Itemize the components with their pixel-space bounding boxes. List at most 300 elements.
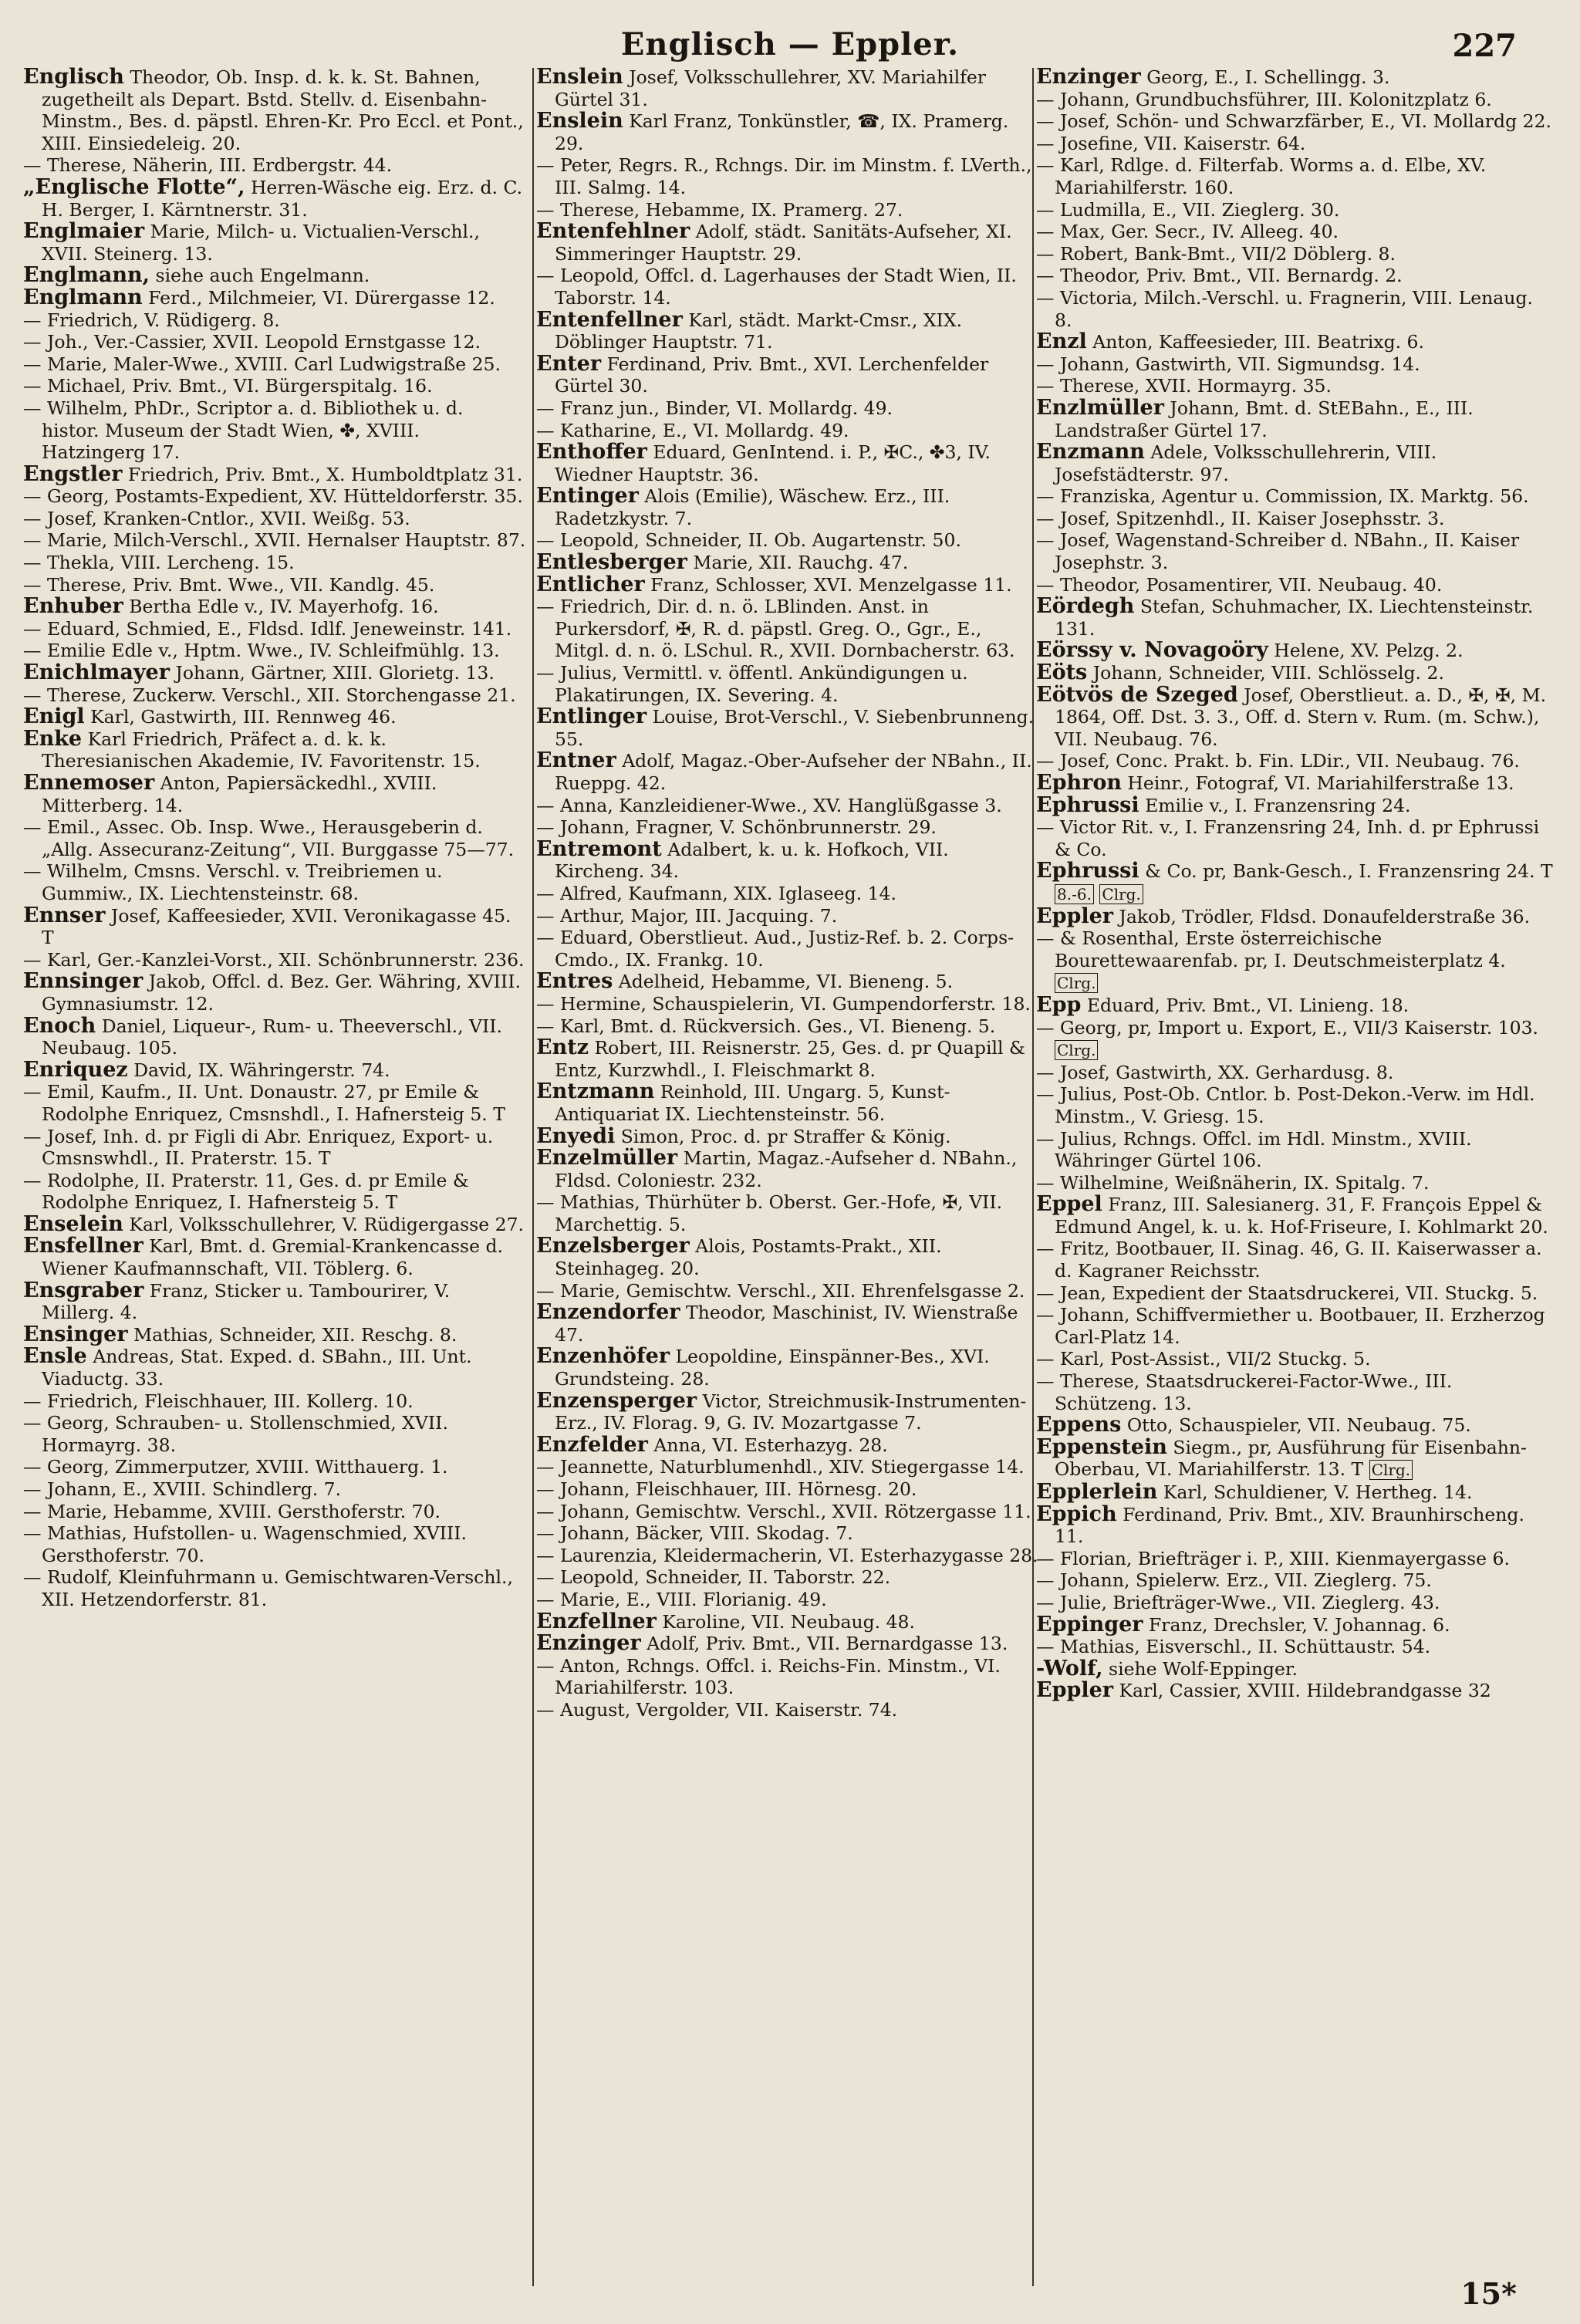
entry-text: — Thekla, VIII. Lercheng. 15. [23,552,295,574]
entry-surname: Entlinger [536,706,647,729]
entry-surname: Enzfellner [536,1610,657,1633]
entry-surname: Entenfellner [536,309,683,332]
entry-text: Stefan, Schuhmacher, IX. Liechtensteinstr. 131. [1055,596,1534,640]
directory-entry [536,574,1039,596]
directory-entry [1036,1238,1553,1282]
entry-text: — Victoria, Milch.-Verschl. u. Fragnerin, VIII. Lenaug. 8. [1036,286,1533,331]
entry-text: — Marie, Maler-Wwe., XVIII. Carl Ludwigstraße 25. [23,353,501,375]
entry-surname: „Englische Flotte“, [23,176,245,199]
entry-text: — Anton, Rchngs. Offcl. i. Reichs-Fin. Minstm., VI. Mariahilferstr. 103. [536,1654,1001,1699]
entry-text: — Josef, Kranken-Cntlor., XVII. Weißg. 53. [23,507,410,529]
entry-surname: Enriquez [23,1059,128,1082]
entry-text: — Hermine, Schauspielerin, VI. Gumpendorferstr. 18. [536,992,1031,1015]
entry-text: — Johann, Bäcker, VIII. Skodag. 7. [536,1522,853,1545]
directory-entry [1036,1548,1553,1570]
entry-surname: Eötvös de Szeged [1036,684,1238,707]
directory-entry [1036,529,1553,573]
entry-surname: Ensfellner [23,1235,143,1258]
entry-surname: Ensinger [23,1323,128,1346]
directory-entry [536,1478,1039,1501]
entry-text: — Josef, Spitzenhdl., II. Kaiser Josephsstr. 3. [1036,507,1445,529]
entry-surname: Enslein [536,66,623,89]
entry-text: — Robert, Bank-Bmt., VII/2 Döblerg. 8. [1036,242,1396,265]
entry-text: Josef, Kaffeesieder, XVII. Veronikagasse 45. T [42,904,511,949]
directory-entry [536,1390,1039,1434]
entry-surname: Enzlmüller [1036,397,1164,420]
directory-entry [536,1566,1039,1589]
entry-text: Eduard, Priv. Bmt., VI. Linieng. 18. [1081,994,1410,1016]
entry-text: Ferdinand, Priv. Bmt., XIV. Braunhirscheng. 11. [1055,1503,1524,1548]
directory-entry [1036,110,1553,133]
entry-surname: Enzensperger [536,1390,697,1413]
entry-text: Franz, Drechsler, V. Johannag. 6. [1143,1613,1450,1636]
directory-entry [23,552,526,574]
directory-entry [536,883,1039,905]
directory-entry [536,1611,1039,1633]
entry-mark: Clrg. [1099,884,1143,904]
directory-entry [536,1126,1039,1148]
entry-text: Franz, Sticker u. Tambourirer, V. Millerg. 4. [42,1279,451,1324]
entry-text: — Rudolf, Kleinfuhrmann u. Gemischtwaren-Verschl., XII. Hetzendorferstr. 81. [23,1566,513,1610]
directory-entry [536,1589,1039,1611]
entry-surname: Entres [536,971,613,993]
entry-surname: Enzelmüller [536,1147,678,1170]
entry-text: Emilie v., I. Franzensring 24. [1139,794,1411,816]
directory-entry [1036,1128,1553,1172]
entry-text: — Josef, Gastwirth, XX. Gerhardusg. 8. [1036,1061,1394,1083]
entry-surname: Entzmann [536,1081,655,1104]
entry-surname: Englmaier [23,221,145,244]
entry-surname: Enzinger [1036,66,1141,89]
directory-entry [1036,221,1553,243]
directory-entry [23,1412,526,1456]
entry-surname: Entremont [536,838,662,861]
directory-entry [536,353,1039,397]
entry-surname: Enigl [23,706,85,728]
entry-surname: Enthoffer [536,441,647,464]
directory-entry [1036,331,1553,353]
entry-text: — Florian, Briefträger i. P., XIII. Kienmayergasse 6. [1036,1547,1510,1569]
directory-entry [536,1456,1039,1478]
directory-entry [1036,1636,1553,1658]
directory-entry [536,839,1039,883]
directory-entry [536,1633,1039,1655]
directory-entry [536,397,1039,420]
directory-entry [536,199,1039,221]
entry-surname: Enoch [23,1015,96,1038]
directory-entry [536,1147,1039,1191]
entry-text: — Josef, Schön- und Schwarzfärber, E., VI. Mollardg 22. [1036,110,1551,133]
entry-surname: Engstler [23,463,123,486]
entry-text: Georg, E., I. Schellingg. 3. [1140,66,1390,88]
entry-surname: Englmann, [23,265,150,287]
entry-text: — Peter, Regrs. R., Rchngs. Dir. im Minstm. f. LVerth., III. Salmg. 14. [536,154,1032,198]
entry-text: Bertha Edle v., IV. Mayerhofg. 16. [123,596,439,618]
entry-text: Karl Friedrich, Präfect a. d. k. k. Theresianischen Akademie, IV. Favoritenstr. 15. [42,728,481,772]
directory-entry [1036,1437,1553,1481]
entry-text: Karl, Gastwirth, III. Rennweg 46. [84,706,397,728]
entry-text: Anna, VI. Esterhazyg. 28. [647,1434,888,1456]
directory-entry [1036,375,1553,397]
directory-entry [536,795,1039,817]
entry-surname: Enzinger [536,1633,641,1655]
directory-entry [536,1346,1039,1390]
entry-text: — Ludmilla, E., VII. Zieglerg. 30. [1036,198,1340,221]
directory-entry [23,684,526,707]
directory-entry [536,1235,1039,1279]
entry-surname: Entner [536,750,616,773]
entry-surname: Epplerlein [1036,1481,1158,1504]
entry-text: — Max, Ger. Secr., IV. Alleeg. 40. [1036,221,1339,243]
directory-entry [1036,1062,1553,1084]
page-title: Englisch — Eppler. [620,26,960,62]
entry-text: Heinr., Fotograf, VI. Mariahilferstraße 13. [1121,772,1514,794]
entry-text: Josef, Volksschullehrer, XV. Mariahilfer Gürtel 31. [555,66,986,110]
entry-text: — Georg, Postamts-Expedient, XV. Hütteldorferstr. 35. [23,485,523,508]
directory-entry [536,1545,1039,1567]
directory-entry [536,1015,1039,1038]
entry-surname: Eppler [1036,905,1113,928]
directory-entry [1036,353,1553,376]
directory-entry [23,728,526,772]
column-3 [1036,66,1553,1702]
directory-entry [1036,1680,1553,1702]
entry-text: Andreas, Stat. Exped. d. SBahn., III. Unt. Viaductg. 33. [42,1346,472,1390]
entry-text: — Theodor, Priv. Bmt., VII. Bernardg. 2. [1036,265,1403,287]
directory-entry [1036,133,1553,155]
entry-text: Theodor, Maschinist, IV. Wienstraße 47. [555,1302,1018,1346]
entry-mark: Clrg. [1055,973,1098,993]
entry-text: — Marie, Milch-Verschl., XVII. Hernalser Hauptstr. 87. [23,529,526,552]
entry-text: Josef, Oberstlieut. a. D., ✠, ✠, M. 1864, Off. Dst. 3. 3., Off. d. Stern v. Rum. (m. Schw.), VII. Neubaug. 76. [1055,684,1547,750]
entry-surname: Enzelsberger [536,1235,690,1258]
directory-entry [1036,1414,1553,1437]
directory-entry [1036,772,1553,795]
directory-entry [536,1655,1039,1699]
entry-text: Karl, Schuldiener, V. Hertheg. 14. [1157,1481,1473,1503]
entry-text: — Alfred, Kaufmann, XIX. Iglaseeg. 14. [536,882,896,904]
entry-text: — Leopold, Schneider, II. Ob. Augartenstr. 50. [536,529,961,552]
directory-entry [1036,508,1553,530]
entry-text: — Johann, Fleischhauer, III. Hörnesg. 20. [536,1478,917,1500]
entry-surname: Enyedi [536,1125,616,1148]
entry-text: — Therese, XVII. Hormayrg. 35. [1036,375,1332,397]
entry-surname: Eördegh [1036,596,1135,619]
entry-surname: Ennser [23,904,106,927]
directory-entry [23,596,526,618]
directory-entry [23,265,526,287]
entry-text: — Therese, Hebamme, IX. Pramerg. 27. [536,198,903,221]
entry-text: — Wilhelmine, Weißnäherin, IX. Spitalg. 7. [1036,1171,1430,1194]
entry-text: Adelheid, Hebamme, VI. Bieneng. 5. [613,971,954,993]
entry-text: Reinhold, III. Ungarg. 5, Kunst-Antiquariat IX. Liechtensteinstr. 56. [555,1081,950,1125]
entry-text: — Johann, Gastwirth, VII. Sigmundsg. 14. [1036,353,1420,375]
entry-text: Louise, Brot-Verschl., V. Siebenbrunneng. 55. [555,706,1035,750]
directory-entry [1036,1194,1553,1238]
entry-text: Ferdinand, Priv. Bmt., XVI. Lerchenfelder Gürtel 30. [555,353,989,397]
entry-text: — Therese, Zuckerw. Verschl., XII. Storchengasse 21. [23,684,516,706]
entry-text: — Friedrich, Fleischhauer, III. Kollerg. 10. [23,1390,414,1412]
entry-text: — Anna, Kanzleidiener-Wwe., XV. Hanglüßgasse 3. [536,794,1002,816]
entry-text: — Wilhelm, Cmsns. Verschl. v. Treibriemen u. Gummiw., IX. Liechtensteinstr. 68. [23,860,443,904]
entry-text: Herren-Wäsche eig. Erz. d. C. H. Berger, I. Kärntnerstr. 31. [42,176,523,221]
entry-text: Karl, Bmt. d. Gremial-Krankencasse d. Wiener Kaufmannschaft, VII. Töblerg. 6. [42,1235,503,1280]
entry-text: — Theodor, Posamentirer, VII. Neubaug. 40. [1036,573,1443,596]
entry-text: Marie, Milch- u. Victualien-Verschl., XVII. Steinerg. 13. [42,221,480,265]
entry-surname: Entenfehlner [536,221,690,244]
directory-entry [1036,684,1553,751]
directory-entry [536,1081,1039,1125]
column-1 [23,66,526,1611]
entry-text: Eduard, GenIntend. i. P., ✠C., ✤3, IV. Wiedner Hauptstr. 36. [555,441,991,485]
directory-entry [23,662,526,684]
entry-text: Ferd., Milchmeier, VI. Dürergasse 12. [142,286,495,309]
entry-text: Franz, Schlosser, XVI. Menzelgasse 11. [644,573,1012,596]
entry-text: — Georg, pr, Import u. Export, E., VII/3 Kaiserstr. 103. [1036,1016,1538,1039]
directory-entry [23,309,526,332]
entry-mark: Clrg. [1369,1460,1413,1480]
entry-text: — Joh., Ver.-Cassier, XVII. Leopold Ernstgasse 12. [23,331,481,353]
entry-text: Theodor, Ob. Insp. d. k. k. St. Bahnen, zugetheilt als Depart. Bstd. Stellv. d. Eisenbahn-Minstm., Bes. d. päpstl. Ehren-Kr. Pro Eccl. et Pont., XIII. Einsiedeleig. 20. [42,66,524,154]
directory-entry [1036,397,1553,441]
entry-text: Adele, Volksschullehrerin, VIII. Josefstädterstr. 97. [1055,441,1437,485]
entry-surname: Ennemoser [23,772,155,795]
entry-text: — Karl, Bmt. d. Rückversich. Ges., VI. Bieneng. 5. [536,1015,996,1037]
entry-surname: Enzfelder [536,1434,648,1457]
entry-mark: 8.-6. [1055,884,1094,904]
entry-surname: Enzendorfer [536,1302,680,1325]
entry-surname: Eppinger [1036,1613,1143,1637]
entry-text: Mathias, Schneider, XII. Reschg. 8. [127,1323,457,1346]
entry-surname: Entz [536,1037,589,1060]
directory-entry [1036,1481,1553,1504]
directory-entry [1036,1504,1553,1548]
entry-surname: Englisch [23,66,124,89]
entry-text: — Eduard, Schmied, E., Fldsd. Idlf. Jeneweinstr. 141. [23,617,512,640]
entry-text: — Johann, Grundbuchsführer, III. Kolonitzplatz 6. [1036,88,1492,110]
entry-text: — Mathias, Hufstollen- u. Wagenschmied, XVIII. Gersthoferstr. 70. [23,1522,467,1566]
directory-entry [23,1126,526,1170]
directory-entry [1036,906,1553,928]
directory-entry [23,66,526,154]
entry-surname: Englmann [23,286,143,309]
entry-text: Franz, III. Salesianerg. 31, F. François Eppel & Edmund Angel, k. u. k. Hof-Friseure, I. Kohlmarkt 20. [1055,1194,1548,1238]
entry-text: & Co. pr, Bank-Gesch., I. Franzensring 24. T [1139,860,1553,883]
directory-entry [536,596,1039,662]
directory-entry [23,1280,526,1324]
directory-entry [23,618,526,640]
directory-entry [1036,243,1553,265]
directory-entry [1036,927,1553,995]
directory-entry [536,309,1039,353]
directory-entry [23,397,526,464]
directory-entry [1036,441,1553,485]
entry-text: — Laurenzia, Kleidermacherin, VI. Esterhazygasse 28. [536,1544,1038,1566]
directory-entry [536,154,1039,198]
directory-entry [1036,1614,1553,1637]
entry-text: — August, Vergolder, VII. Kaiserstr. 74. [536,1698,898,1721]
entry-text: Adolf, städt. Sanitäts-Aufseher, XI. Simmeringer Hauptstr. 29. [555,221,1012,265]
entry-text: Victor, Streichmusik-Instrumenten-Erz., IV. Florag. 9, G. IV. Mozartgasse 7. [555,1390,1027,1434]
entry-text: — Julius, Vermittl. v. öffentl. Ankündigungen u. Plakatirungen, IX. Severing. 4. [536,662,968,706]
entry-text: — Friedrich, Dir. d. n. ö. LBlinden. Anst. in Purkersdorf, ✠, R. d. päpstl. Greg. O., Ggr., E., Mitgl. d. n. ö. LSchul. R., XVII. Dornbacherstr. 63. [536,596,1015,662]
directory-entry [1036,287,1553,331]
entry-surname: Eppel [1036,1194,1102,1217]
entry-text: Adolf, Magaz.-Ober-Aufseher der NBahn., II. Rueppg. 42. [555,750,1032,794]
entry-text: David, IX. Währingerstr. 74. [127,1059,390,1081]
entry-text: — Julie, Briefträger-Wwe., VII. Zieglerg. 43. [1036,1591,1440,1613]
directory-entry [23,971,526,1015]
entry-text: Karl Franz, Tonkünstler, ☎, IX. Pramerg. 29. [555,110,1009,154]
directory-entry [536,1699,1039,1721]
entry-text: — Therese, Priv. Bmt. Wwe., VII. Kandlg. 45. [23,573,435,596]
directory-entry [23,1059,526,1082]
directory-entry [23,1235,526,1279]
entry-text: — Julius, Rchngs. Offcl. im Hdl. Minstm., XVIII. Währinger Gürtel 106. [1036,1127,1472,1172]
directory-entry [536,485,1039,529]
entry-text: Johann, Bmt. d. StEBahn., E., III. Landstraßer Gürtel 17. [1055,397,1474,441]
directory-entry [1036,66,1553,89]
directory-entry [23,1015,526,1059]
entry-text: Karoline, VII. Neubaug. 48. [656,1610,915,1633]
entry-text: — Karl, Ger.-Kanzlei-Vorst., XII. Schönbrunnerstr. 236. [23,948,525,971]
entry-text: Leopoldine, Einspänner-Bes., XVI. Grundsteing. 28. [555,1346,990,1390]
entry-text: — Johann, E., XVIII. Schindlerg. 7. [23,1478,342,1500]
entry-text: — Leopold, Schneider, II. Taborstr. 22. [536,1566,891,1589]
entry-text: — Fritz, Bootbauer, II. Sinag. 46, G. II. Kaiserwasser a. d. Kagraner Reichsstr. [1036,1238,1542,1282]
directory-entry [23,177,526,221]
entry-text: — Jean, Expedient der Staatsdruckerei, VII. Stuckg. 5. [1036,1282,1538,1304]
entry-surname: Eppler [1036,1680,1113,1702]
entry-text: — Eduard, Oberstlieut. Aud., Justiz-Ref. b. 2. Corps-Cmdo., IX. Frankg. 10. [536,927,1015,971]
entry-text: Karl, Volksschullehrer, V. Rüdigergasse 27. [123,1213,525,1235]
entry-text: — Karl, Post-Assist., VII/2 Stuckg. 5. [1036,1348,1371,1370]
entry-text: — Emil, Kaufm., II. Unt. Donaustr. 27, pr Emile & Rodolphe Enriquez, Cmsnshdl., I. Hafnersteig 5. T [23,1081,505,1125]
entry-surname: Enter [536,353,602,376]
entry-text: — Michael, Priv. Bmt., VI. Bürgerspitalg. 16. [23,375,433,397]
entry-text: — Katharine, E., VI. Mollardg. 49. [536,419,849,441]
entry-text: — Leopold, Offcl. d. Lagerhauses der Stadt Wien, II. Taborstr. 14. [536,265,1017,309]
directory-entry [1036,640,1553,662]
directory-entry [1036,1348,1553,1370]
entry-text: Friedrich, Priv. Bmt., X. Humboldtplatz 31. [122,463,523,485]
directory-entry [1036,485,1553,508]
directory-entry [536,552,1039,574]
directory-entry [536,265,1039,309]
entry-text: — Emilie Edle v., Hptm. Wwe., IV. Schleifmühlg. 13. [23,640,500,662]
entry-text: — Mathias, Thürhüter b. Oberst. Ger.-Hofe, ✠, VII. Marchettig. 5. [536,1191,1003,1235]
entry-text: — Josef, Conc. Prakt. b. Fin. LDir., VII. Neubaug. 76. [1036,750,1520,772]
directory-entry [536,110,1039,154]
entry-surname: Eöts [1036,662,1088,684]
entry-text: — Johann, Spielerw. Erz., VII. Zieglerg. 75. [1036,1569,1432,1592]
directory-entry [23,706,526,728]
directory-entry [23,1170,526,1214]
entry-surname: Enke [23,728,83,751]
directory-entry [23,1522,526,1566]
directory-entry [23,1501,526,1523]
directory-entry [536,1434,1039,1457]
entry-text: Siegm., pr, Ausführung für Eisenbahn-Oberbau, VI. Mariahilferstr. 13. T [1055,1436,1527,1481]
entry-text: siehe auch Engelmann. [150,265,370,287]
directory-entry [1036,1658,1553,1681]
directory-entry [23,464,526,486]
entry-surname: Ephrussi [1036,794,1139,817]
directory-entry [536,529,1039,552]
directory-entry [1036,1592,1553,1614]
directory-entry [23,1324,526,1346]
directory-entry [536,905,1039,927]
directory-entry [1036,154,1553,198]
directory-entry [23,508,526,530]
entry-text: — Rodolphe, II. Praterstr. 11, Ges. d. pr Emile & Rodolphe Enriquez, I. Hafnersteig 5. T [23,1169,469,1214]
directory-entry [23,375,526,397]
directory-entry [23,1390,526,1413]
entry-surname: Enzenhöfer [536,1346,670,1369]
directory-entry [23,860,526,904]
entry-text: — Georg, Zimmerputzer, XVIII. Witthauerg. 1. [23,1456,448,1478]
entry-text: — Josef, Wagenstand-Schreiber d. NBahn., II. Kaiser Josephstr. 3. [1036,529,1520,574]
entry-surname: Entinger [536,485,639,508]
directory-entry [1036,1172,1553,1194]
directory-entry [536,927,1039,971]
entry-surname: Ennsinger [23,971,143,994]
entry-text: Alois, Postamts-Prakt., XII. Steinhageg. 20. [555,1235,942,1280]
entry-text: — Jeannette, Naturblumenhdl., XIV. Stiegergasse 14. [536,1456,1025,1478]
entry-surname: Entlesberger [536,552,687,574]
entry-text: — Therese, Staatsdruckerei-Factor-Wwe., III. Schützeng. 13. [1036,1370,1453,1414]
entry-text: Anton, Kaffeesieder, III. Beatrixg. 6. [1086,331,1424,353]
entry-text: — Josef, Inh. d. pr Figli di Abr. Enriquez, Export- u. Cmsnswhdl., II. Praterstr. 15. T [23,1125,494,1170]
entry-text: Martin, Magaz.-Aufseher d. NBahn., Fldsd. Coloniestr. 232. [555,1147,1018,1191]
directory-entry [536,662,1039,706]
entry-text: — Friedrich, V. Rüdigerg. 8. [23,309,280,331]
directory-entry [23,1456,526,1478]
directory-entry [536,971,1039,993]
directory-entry [1036,89,1553,111]
directory-entry [23,816,526,860]
directory-entry [536,221,1039,265]
entry-surname: Enhuber [23,596,123,618]
entry-surname: Epp [1036,994,1082,1017]
directory-entry [536,441,1039,485]
entry-surname: Enzl [1036,331,1087,353]
entry-text: Johann, Schneider, VIII. Schlösselg. 2. [1087,662,1444,684]
entry-surname: Ensgraber [23,1279,144,1302]
entry-text: Alois (Emilie), Wäschew. Erz., III. Radetzkystr. 7. [555,485,950,529]
entry-text: — Georg, Schrauben- u. Stollenschmied, XVII. Hormayrg. 38. [23,1412,448,1456]
directory-entry [23,331,526,353]
entry-surname: Enzmann [1036,441,1145,464]
directory-entry [536,1037,1039,1081]
entry-surname: Eppens [1036,1414,1122,1437]
entry-text: Simon, Proc. d. pr Straffer & König. [615,1125,951,1147]
entry-text: — Wilhelm, PhDr., Scriptor a. d. Bibliothek u. d. histor. Museum der Stadt Wien, ✤, XVIII. Hatzingerg 17. [23,397,464,464]
directory-entry [1036,265,1553,287]
directory-entry [23,1346,526,1390]
entry-text: Robert, III. Reisnerstr. 25, Ges. d. pr Quapill & Entz, Kurzwhdl., I. Fleischmarkt 8. [555,1037,1025,1081]
directory-entry [1036,860,1553,905]
directory-entry [1036,1569,1553,1592]
directory-entry [23,287,526,309]
entry-text: — Mathias, Eisverschl., II. Schüttaustr. 54. [1036,1636,1431,1658]
entry-text: Karl, städt. Markt-Cmsr., XIX. Döblinger Hauptstr. 71. [555,309,963,353]
directory-entry [1036,1304,1553,1348]
directory-entry [1036,199,1553,221]
directory-entry [23,1478,526,1501]
directory-entry [23,905,526,949]
entry-mark: Clrg. [1055,1040,1098,1060]
